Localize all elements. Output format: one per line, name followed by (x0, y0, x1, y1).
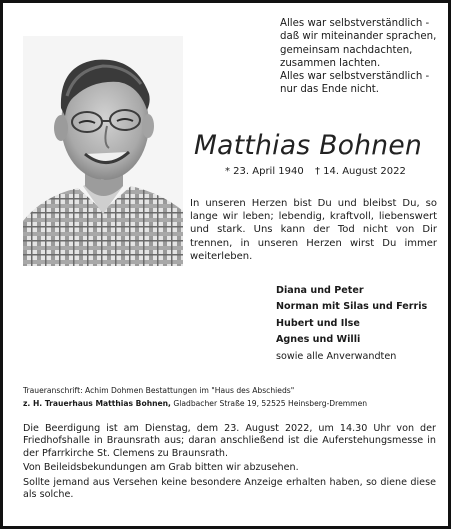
poem-line: zusammen lachten. (280, 57, 381, 69)
life-dates (225, 166, 445, 177)
poem-line: daß wir miteinander sprachen, (280, 31, 437, 43)
mourning-address (23, 384, 443, 410)
family-member: Diana und Peter (276, 285, 364, 296)
birth-date: * 23. April 1940 (225, 166, 304, 177)
poem-line: Alles war selbstverständlich - (280, 71, 430, 83)
family-member: Norman mit Silas und Ferris (276, 301, 428, 313)
poem-line: Alles war selbstverständlich - (280, 18, 430, 29)
portrait-image (23, 36, 183, 266)
poem-line: nur das Ende nicht. (280, 84, 380, 96)
poem (280, 17, 450, 97)
poem-line: gemeinsam nachdachten, (280, 44, 413, 56)
address-line-1: Traueranschrift: Achim Dohmen Bestattungen im "Haus des Abschieds" (23, 386, 295, 395)
funeral-paragraph: Von Beileidsbekundungen am Grab bitten wir abzusehen. (23, 462, 299, 474)
funeral-paragraph: Die Beerdigung ist am Dienstag, dem 23. August 2022, um 14.30 Uhr von der Friedhofshalle in Braunsrath aus; daran anschließend ist die Auferstehungsmesse in der Pfarrkirche St. Clemens zu Braunsrath. (23, 423, 436, 459)
address-line-2 (23, 397, 443, 410)
family-member: Hubert und Ilse (276, 317, 360, 329)
funeral-paragraph: Sollte jemand aus Versehen keine besondere Anzeige erhalten haben, so diene diese als solche. (23, 477, 436, 501)
death-date: † 14. August 2022 (314, 166, 406, 177)
deceased-name: Matthias Bohnen (194, 130, 423, 161)
family-relatives: sowie alle Anverwandten (276, 350, 397, 362)
address-street: Gladbacher Straße 19, 52525 Heinsberg-Dremmen (170, 399, 368, 408)
funeral-info (23, 423, 436, 504)
address-recipient: z. H. Trauerhaus Matthias Bohnen, (23, 399, 171, 408)
portrait-photo (23, 36, 183, 266)
family-list (276, 283, 446, 365)
tribute-text: In unseren Herzen bist Du und bleibst Du, so lange wir leben; lebendig, kraftvoll, liebenswert und stark. Uns kann der Tod nicht von Dir trennen, in unseren Herzen wirst Du immer weiterleben. (190, 198, 437, 262)
family-member: Agnes und Willi (276, 334, 361, 346)
